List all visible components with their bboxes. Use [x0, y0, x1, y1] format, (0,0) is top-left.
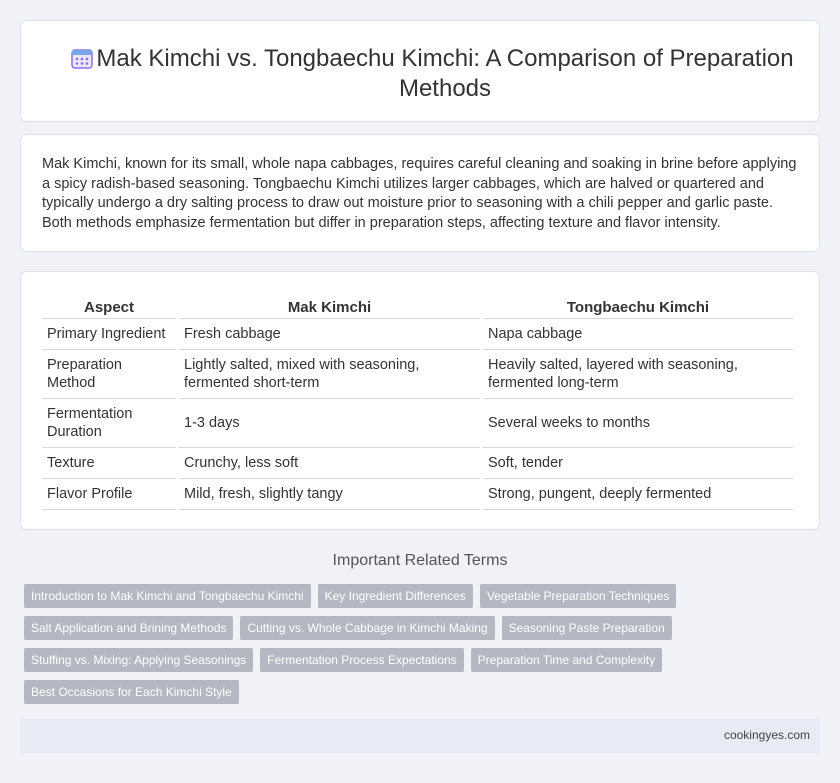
header-mak-kimchi: Mak Kimchi	[179, 296, 480, 319]
tag-row	[24, 616, 804, 640]
related-terms-title: Important Related Terms	[332, 552, 508, 569]
related-term-tag[interactable]: Vegetable Preparation Techniques	[480, 584, 677, 608]
table-header-row	[42, 296, 793, 319]
related-term-tag[interactable]: Introduction to Mak Kimchi and Tongbaechu Kimchi	[24, 584, 311, 608]
tag-row	[24, 648, 804, 672]
mak-kimchi-cell: Crunchy, less soft	[179, 448, 480, 479]
aspect-cell: Primary Ingredient	[42, 319, 176, 350]
related-term-tag[interactable]: Stuffing vs. Mixing: Applying Seasonings	[24, 648, 253, 672]
comparison-table	[39, 296, 796, 510]
header-aspect: Aspect	[42, 296, 176, 319]
title-card	[20, 20, 820, 122]
mak-kimchi-cell: Mild, fresh, slightly tangy	[179, 479, 480, 510]
footer	[20, 719, 820, 753]
related-terms-list	[24, 584, 804, 712]
related-term-tag[interactable]: Preparation Time and Complexity	[471, 648, 662, 672]
table-row	[42, 319, 793, 350]
related-term-tag[interactable]: Seasoning Paste Preparation	[502, 616, 672, 640]
mak-kimchi-cell: Lightly salted, mixed with seasoning, fermented short-term	[179, 350, 480, 399]
related-term-tag[interactable]: Cutting vs. Whole Cabbage in Kimchi Making	[240, 616, 494, 640]
header-tongbaechu-kimchi: Tongbaechu Kimchi	[483, 296, 793, 319]
table-row	[42, 399, 793, 448]
tongbaechu-kimchi-cell: Heavily salted, layered with seasoning, fermented long-term	[483, 350, 793, 399]
related-term-tag[interactable]: Fermentation Process Expectations	[260, 648, 463, 672]
aspect-cell: Texture	[42, 448, 176, 479]
table-row	[42, 448, 793, 479]
calendar-icon	[71, 47, 93, 69]
comparison-card	[20, 271, 820, 530]
intro-card	[20, 134, 820, 252]
tongbaechu-kimchi-cell: Napa cabbage	[483, 319, 793, 350]
mak-kimchi-cell: Fresh cabbage	[179, 319, 480, 350]
table-row	[42, 479, 793, 510]
site-credit-link[interactable]: cookingyes.com	[723, 728, 810, 742]
table-row	[42, 350, 793, 399]
aspect-cell: Fermentation Duration	[42, 399, 176, 448]
aspect-cell: Flavor Profile	[42, 479, 176, 510]
aspect-cell: Preparation Method	[42, 350, 176, 399]
tongbaechu-kimchi-cell: Several weeks to months	[483, 399, 793, 448]
related-term-tag[interactable]: Salt Application and Brining Methods	[24, 616, 233, 640]
related-term-tag[interactable]: Key Ingredient Differences	[318, 584, 473, 608]
tongbaechu-kimchi-cell: Soft, tender	[483, 448, 793, 479]
tag-row	[24, 680, 804, 704]
tag-row	[24, 584, 804, 608]
related-term-tag[interactable]: Best Occasions for Each Kimchi Style	[24, 680, 239, 704]
mak-kimchi-cell: 1-3 days	[179, 399, 480, 448]
intro-paragraph: Mak Kimchi, known for its small, whole napa cabbages, requires careful cleaning and soaking in brine before applying a spicy radish-based seasoning. Tongbaechu Kimchi utilizes larger cabbages, which are halved or quartered and typically undergo a dry salting process to draw out moisture prior to seasoning with a chili pepper and garlic paste. Both methods emphasize fermentation but differ in preparation steps, affecting texture and flavor intensity.	[42, 156, 797, 231]
tongbaechu-kimchi-cell: Strong, pungent, deeply fermented	[483, 479, 793, 510]
page-title: Mak Kimchi vs. Tongbaechu Kimchi: A Comparison of Preparation Methods	[96, 45, 794, 102]
